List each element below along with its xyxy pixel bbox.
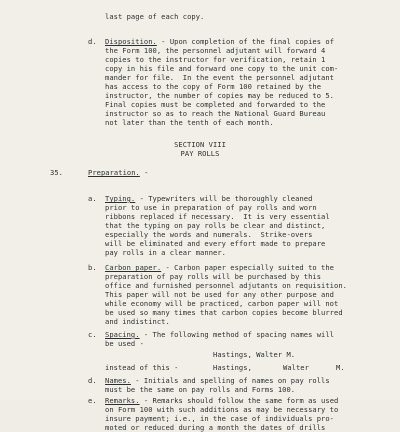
- text-line: on Form 100 with such additions as may be necessary to: [105, 405, 339, 414]
- item-label: c.: [88, 330, 97, 339]
- text-line: - The following method of spacing names will: [139, 330, 335, 339]
- names-first-line: [105, 376, 330, 385]
- section-heading: SECTION VIII: [174, 140, 226, 149]
- text-line: Final copies must be completed and forwarded to the: [105, 100, 326, 109]
- text-line: - Upon completion of the final copies of: [156, 37, 335, 46]
- spacing-first-line: [105, 330, 334, 339]
- disposition-first-line: [105, 37, 334, 46]
- item-title: Carbon paper.: [105, 263, 162, 272]
- title-suffix: -: [139, 168, 149, 177]
- text-line: will be eliminated and every effort made to prepare: [105, 239, 326, 248]
- carbon-first-line: [105, 263, 334, 272]
- paragraph-number: 35.: [50, 168, 63, 177]
- item-label: d.: [88, 37, 97, 46]
- item-title: Spacing.: [105, 330, 140, 339]
- text-line: pay rolls in a clear manner.: [105, 248, 226, 257]
- text-line: be used -: [105, 339, 144, 348]
- text-line: - Typewriters will be thoroughly cleaned: [135, 194, 313, 203]
- spacing-instead-label: instead of this -: [105, 363, 179, 372]
- spacing-example-wrong-first: Walter: [283, 363, 309, 372]
- carryover-line: last page of each copy.: [105, 12, 205, 21]
- text-line: office and furnished personnel adjutants on requisition.: [105, 281, 347, 290]
- paragraph-title: Preparation.: [88, 168, 140, 177]
- item-title: Typing.: [105, 194, 136, 203]
- text-line: - Remarks should follow the same form as used: [139, 396, 339, 405]
- text-line: - Initials and spelling of names on pay rolls: [130, 376, 330, 385]
- paragraph-title-line: [88, 168, 149, 177]
- text-line: be used so many times that carbon copies become blurred: [105, 308, 343, 317]
- text-line: must be the same on pay rolls and Forms 100.: [105, 385, 296, 394]
- text-line: ribbons replaced if necessary. It is very essential: [105, 212, 330, 221]
- text-line: the Form 100, the personnel adjutant will forward 4: [105, 46, 326, 55]
- item-label: a.: [88, 194, 97, 203]
- text-line: especially the words and numerals. Strike-overs: [105, 230, 313, 239]
- section-subheading: PAY ROLLS: [180, 149, 220, 158]
- item-title: Disposition.: [105, 37, 157, 46]
- text-line: This paper will not be used for any other purpose and: [105, 290, 335, 299]
- spacing-example-correct: Hastings, Walter M.: [213, 350, 296, 359]
- text-line: that the typing on pay rolls be clear and distinct,: [105, 221, 326, 230]
- text-line: copy in his file and forward one copy to the unit com-: [105, 64, 339, 73]
- item-label: e.: [88, 396, 97, 405]
- text-line: not later than the tenth of each month.: [105, 118, 274, 127]
- text-line: prior to use in preparation of pay rolls and worn: [105, 203, 317, 212]
- text-line: preparation of pay rolls will be purchased by this: [105, 272, 322, 281]
- text-line: mander for file. In the event the personnel adjutant: [105, 73, 335, 82]
- text-line: instructor, the number of copies may be reduced to 5.: [105, 91, 335, 100]
- text-line: and indistinct.: [105, 317, 170, 326]
- text-line: insure payment; i.e., in the case of individuals pro-: [105, 414, 335, 423]
- spacing-example-wrong-initial: M.: [336, 363, 345, 372]
- text-line: - Carbon paper especially suited to the: [161, 263, 335, 272]
- item-label: d.: [88, 376, 97, 385]
- remarks-first-line: [105, 396, 338, 405]
- typing-first-line: [105, 194, 312, 203]
- spacing-example-wrong-last: Hastings,: [213, 363, 252, 372]
- text-line: while economy will be practiced, carbon paper will not: [105, 299, 339, 308]
- text-line: instructor so as to reach the National Guard Bureau: [105, 109, 326, 118]
- text-line: moted or reduced during a month the dates of drills: [105, 423, 326, 432]
- text-line: copies to the instructor for verification, retain 1: [105, 55, 326, 64]
- item-title: Remarks.: [105, 396, 140, 405]
- item-title: Names.: [105, 376, 131, 385]
- text-line: has access to the copy of Form 100 retained by the: [105, 82, 322, 91]
- item-label: b.: [88, 263, 97, 272]
